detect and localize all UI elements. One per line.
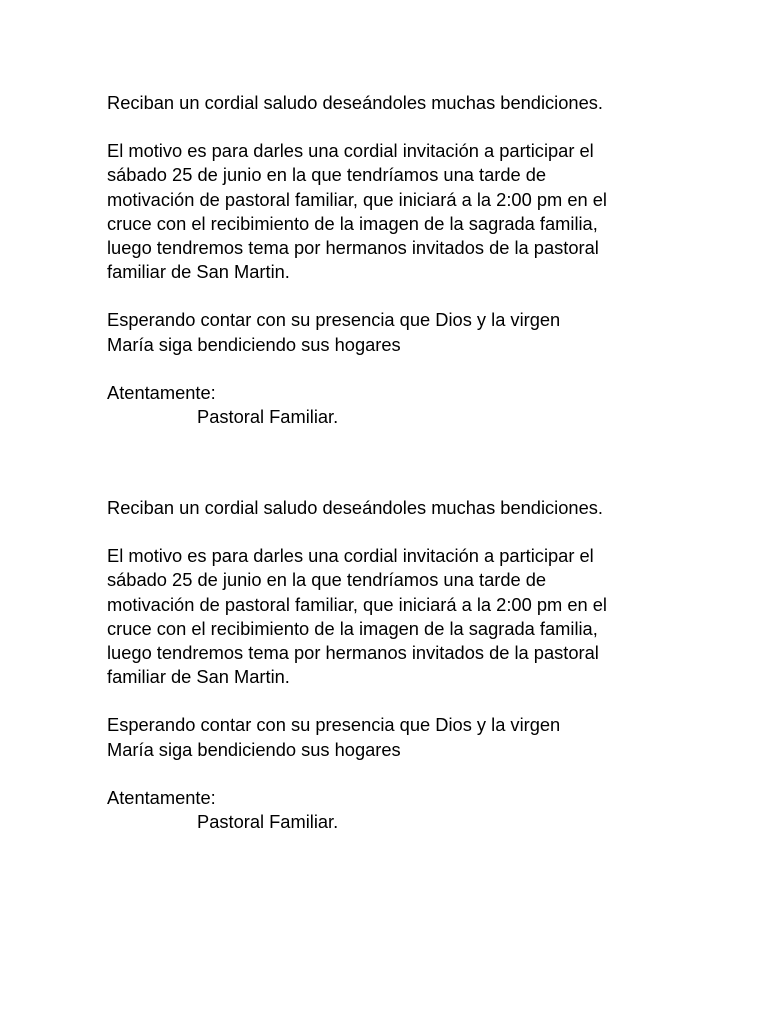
- body-line: El motivo es para darles una cordial invitación a participar el: [107, 140, 594, 162]
- body-line: familiar de San Martin.: [107, 666, 290, 688]
- signature-text: Pastoral Familiar.: [197, 406, 339, 428]
- greeting-text: Reciban un cordial saludo deseándoles muchas bendiciones.: [107, 497, 603, 518]
- closing-line: María siga bendiciendo sus hogares: [107, 333, 401, 355]
- closing-paragraph: [107, 308, 707, 356]
- body-line: motivación de pastoral familiar, que iniciará a la 2:00 pm en el: [107, 188, 607, 210]
- body-line: luego tendremos tema por hermanos invitados de la pastoral: [107, 642, 599, 664]
- body-line: sábado 25 de junio en la que tendríamos una tarde de: [107, 569, 547, 591]
- body-paragraph: [107, 544, 707, 689]
- body-line: familiar de San Martin.: [107, 261, 290, 283]
- closing-line: María siga bendiciendo sus hogares: [107, 738, 401, 760]
- closing-line: Esperando contar con su presencia que Dios y la virgen: [107, 714, 561, 736]
- closing-paragraph: [107, 713, 707, 761]
- body-line: motivación de pastoral familiar, que iniciará a la 2:00 pm en el: [107, 593, 607, 615]
- sign-off: [107, 786, 707, 834]
- greeting-paragraph: [107, 496, 707, 520]
- closing-line: Esperando contar con su presencia que Dios y la virgen: [107, 309, 561, 331]
- farewell-text: Atentamente:: [107, 381, 216, 403]
- greeting-paragraph: [107, 91, 707, 115]
- body-line: El motivo es para darles una cordial invitación a participar el: [107, 545, 594, 567]
- farewell-text: Atentamente:: [107, 786, 216, 808]
- body-paragraph: [107, 139, 707, 284]
- sign-off: [107, 381, 707, 429]
- body-line: sábado 25 de junio en la que tendríamos una tarde de: [107, 164, 547, 186]
- body-line: luego tendremos tema por hermanos invitados de la pastoral: [107, 237, 599, 259]
- greeting-text: Reciban un cordial saludo deseándoles muchas bendiciones.: [107, 92, 603, 113]
- body-line: cruce con el recibimiento de la imagen de la sagrada familia,: [107, 617, 598, 639]
- invitation-letter-1: [107, 91, 707, 429]
- body-line: cruce con el recibimiento de la imagen de la sagrada familia,: [107, 212, 598, 234]
- signature-text: Pastoral Familiar.: [197, 811, 339, 833]
- invitation-letter-2: [107, 496, 707, 834]
